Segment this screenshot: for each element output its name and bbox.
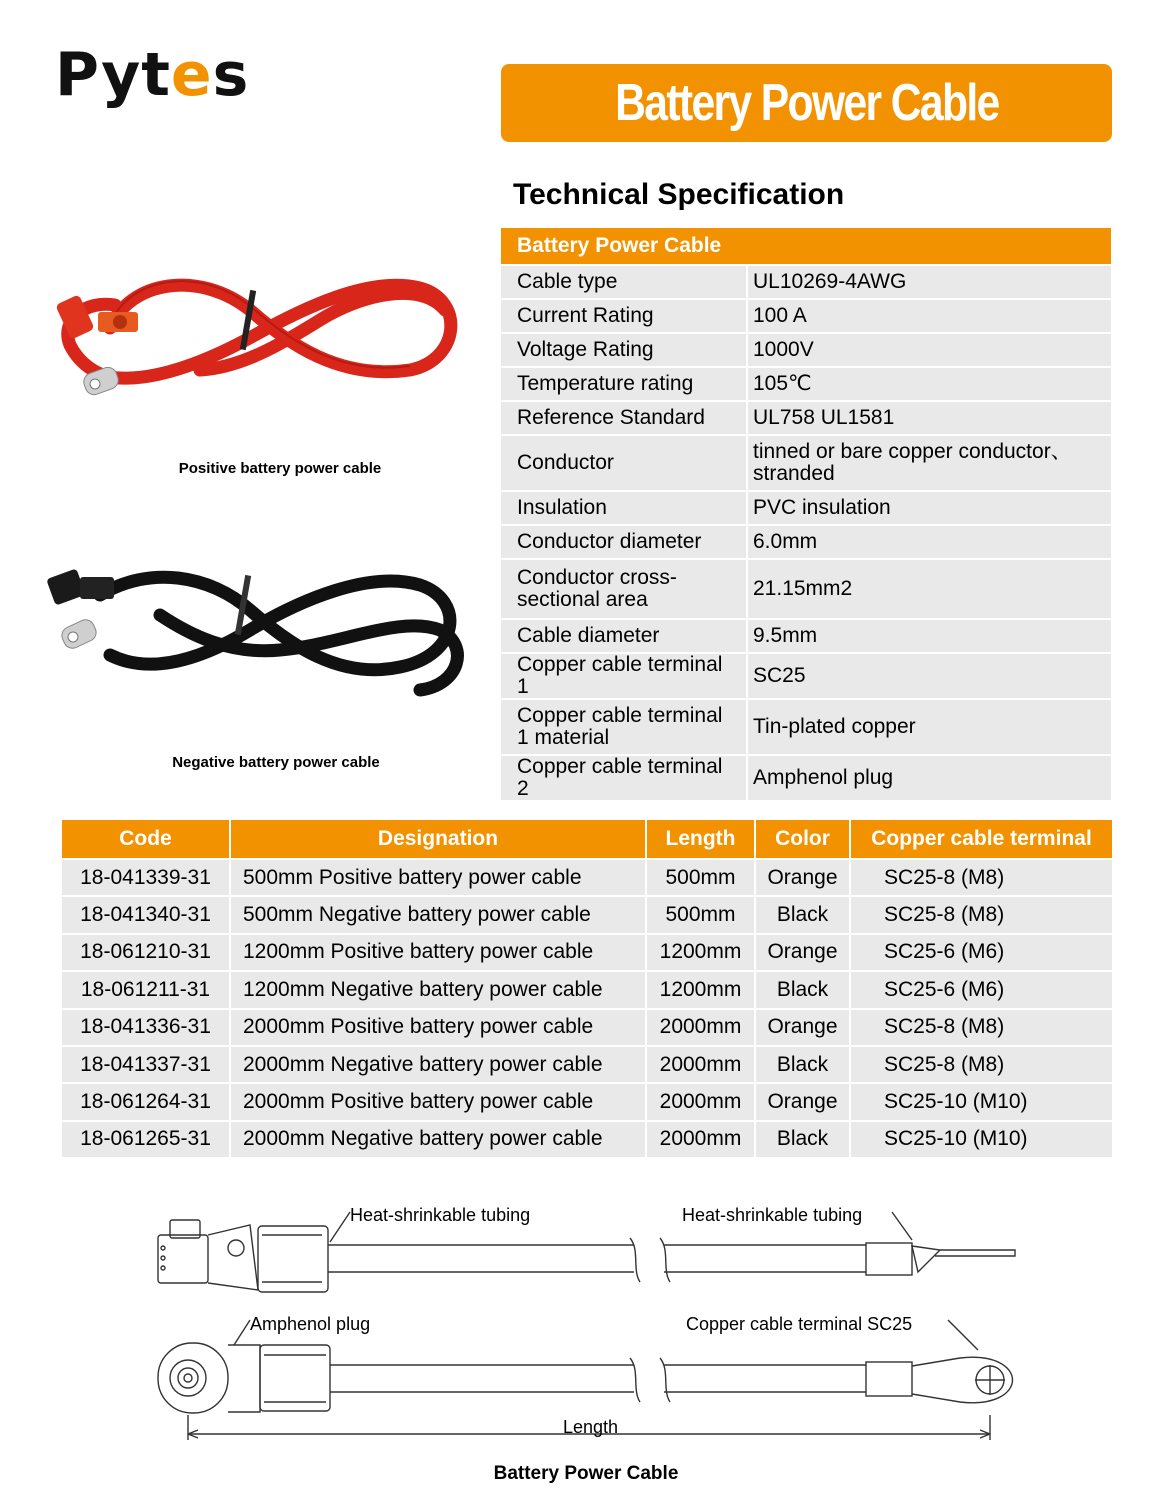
drawing-caption: Battery Power Cable xyxy=(493,1463,679,1484)
spec-key: Cable type xyxy=(501,265,747,299)
order-cell: Black xyxy=(755,1046,850,1083)
order-header-cell: Code xyxy=(62,820,230,859)
order-cell: 18-041337-31 xyxy=(62,1046,230,1083)
spec-section-title: Technical Specification xyxy=(513,178,845,211)
order-cell: SC25-8 (M8) xyxy=(850,1009,1112,1046)
label-copper-terminal: Copper cable terminal SC25 xyxy=(686,1314,913,1334)
negative-cable-caption: Negative battery power cable xyxy=(172,754,380,771)
spec-value: 100 A xyxy=(747,299,1111,333)
spec-table-header: Battery Power Cable xyxy=(501,228,1111,265)
order-cell: SC25-10 (M10) xyxy=(850,1083,1112,1120)
spec-row xyxy=(501,435,1111,491)
order-row xyxy=(62,1121,1112,1157)
logo-accent: e xyxy=(170,40,213,110)
logo-text-2: s xyxy=(212,40,250,110)
order-cell: 500mm Positive battery power cable xyxy=(230,859,646,896)
spec-key: Conductor cross-sectional area xyxy=(501,559,747,619)
order-row xyxy=(62,1009,1112,1046)
spec-row xyxy=(501,265,1111,299)
spec-value: UL758 UL1581 xyxy=(747,401,1111,435)
order-header-cell: Length xyxy=(646,820,755,859)
order-cell: Orange xyxy=(755,1083,850,1120)
order-cell: 1200mm Positive battery power cable xyxy=(230,934,646,971)
cable-drawing xyxy=(0,1190,1172,1450)
order-row xyxy=(62,1083,1112,1120)
spec-value: tinned or bare copper conductor、stranded xyxy=(747,435,1111,491)
order-cell: 2000mm Negative battery power cable xyxy=(230,1121,646,1157)
order-cell: Black xyxy=(755,1121,850,1157)
spec-value: 21.15mm2 xyxy=(747,559,1111,619)
logo-text-1: Pyt xyxy=(55,40,171,110)
order-cell: Orange xyxy=(755,859,850,896)
label-heat-shrink-left: Heat-shrinkable tubing xyxy=(350,1205,531,1225)
order-cell: SC25-8 (M8) xyxy=(850,896,1112,933)
spec-row xyxy=(501,299,1111,333)
spec-row xyxy=(501,619,1111,653)
spec-row xyxy=(501,559,1111,619)
spec-row xyxy=(501,699,1111,755)
order-cell: SC25-6 (M6) xyxy=(850,971,1112,1008)
order-cell: 2000mm xyxy=(646,1121,755,1157)
spec-key: Current Rating xyxy=(501,299,747,333)
spec-row xyxy=(501,653,1111,699)
spec-row xyxy=(501,367,1111,401)
order-cell: 18-061210-31 xyxy=(62,934,230,971)
order-cell: 500mm Negative battery power cable xyxy=(230,896,646,933)
brand-logo xyxy=(55,40,249,110)
spec-row xyxy=(501,755,1111,800)
banner-title: Battery Power Cable xyxy=(614,74,999,132)
order-cell: SC25-8 (M8) xyxy=(850,1046,1112,1083)
spec-key: Insulation xyxy=(501,491,747,525)
spec-table xyxy=(501,228,1111,800)
title-banner xyxy=(501,64,1112,142)
spec-value: Amphenol plug xyxy=(747,755,1111,800)
spec-row xyxy=(501,333,1111,367)
order-cell: 1200mm xyxy=(646,971,755,1008)
spec-key: Copper cable terminal 2 xyxy=(501,755,747,800)
order-cell: 18-041340-31 xyxy=(62,896,230,933)
spec-value: UL10269-4AWG xyxy=(747,265,1111,299)
order-cell: SC25-8 (M8) xyxy=(850,859,1112,896)
order-cell: Orange xyxy=(755,1009,850,1046)
order-cell: 18-041336-31 xyxy=(62,1009,230,1046)
spec-value: 1000V xyxy=(747,333,1111,367)
spec-value: PVC insulation xyxy=(747,491,1111,525)
spec-value: SC25 xyxy=(747,653,1111,699)
spec-key: Cable diameter xyxy=(501,619,747,653)
positive-cable-caption: Positive battery power cable xyxy=(178,460,382,477)
order-cell: 18-061265-31 xyxy=(62,1121,230,1157)
spec-key: Temperature rating xyxy=(501,367,747,401)
order-header-cell: Copper cable terminal xyxy=(850,820,1112,859)
label-length: Length xyxy=(563,1417,619,1437)
spec-row xyxy=(501,401,1111,435)
order-table xyxy=(62,820,1112,1157)
order-cell: 2000mm Negative battery power cable xyxy=(230,1046,646,1083)
spec-value: 6.0mm xyxy=(747,525,1111,559)
order-cell: 2000mm Positive battery power cable xyxy=(230,1083,646,1120)
order-cell: 18-041339-31 xyxy=(62,859,230,896)
label-heat-shrink-right: Heat-shrinkable tubing xyxy=(682,1205,863,1225)
order-cell: Orange xyxy=(755,934,850,971)
order-cell: 2000mm xyxy=(646,1046,755,1083)
order-cell: 18-061211-31 xyxy=(62,971,230,1008)
order-row xyxy=(62,859,1112,896)
order-header-cell: Color xyxy=(755,820,850,859)
order-cell: 2000mm Positive battery power cable xyxy=(230,1009,646,1046)
spec-value: 9.5mm xyxy=(747,619,1111,653)
order-header-cell: Designation xyxy=(230,820,646,859)
spec-row xyxy=(501,525,1111,559)
order-cell: 18-061264-31 xyxy=(62,1083,230,1120)
label-amphenol-plug: Amphenol plug xyxy=(250,1314,371,1334)
order-cell: Black xyxy=(755,971,850,1008)
order-cell: 1200mm Negative battery power cable xyxy=(230,971,646,1008)
order-row xyxy=(62,934,1112,971)
order-cell: 2000mm xyxy=(646,1083,755,1120)
spec-row xyxy=(501,491,1111,525)
negative-cable-photo xyxy=(40,555,480,705)
positive-cable-photo xyxy=(40,250,480,420)
spec-value: Tin-plated copper xyxy=(747,699,1111,755)
order-cell: 2000mm xyxy=(646,1009,755,1046)
order-row xyxy=(62,896,1112,933)
order-cell: 1200mm xyxy=(646,934,755,971)
order-row xyxy=(62,971,1112,1008)
order-cell: 500mm xyxy=(646,896,755,933)
spec-key: Conductor xyxy=(501,435,747,491)
order-cell: SC25-10 (M10) xyxy=(850,1121,1112,1157)
spec-key: Reference Standard xyxy=(501,401,747,435)
spec-value: 105℃ xyxy=(747,367,1111,401)
order-cell: 500mm xyxy=(646,859,755,896)
spec-key: Voltage Rating xyxy=(501,333,747,367)
order-cell: SC25-6 (M6) xyxy=(850,934,1112,971)
order-cell: Black xyxy=(755,896,850,933)
spec-key: Conductor diameter xyxy=(501,525,747,559)
order-row xyxy=(62,1046,1112,1083)
spec-key: Copper cable terminal 1 xyxy=(501,653,747,699)
spec-key: Copper cable terminal 1 material xyxy=(501,699,747,755)
